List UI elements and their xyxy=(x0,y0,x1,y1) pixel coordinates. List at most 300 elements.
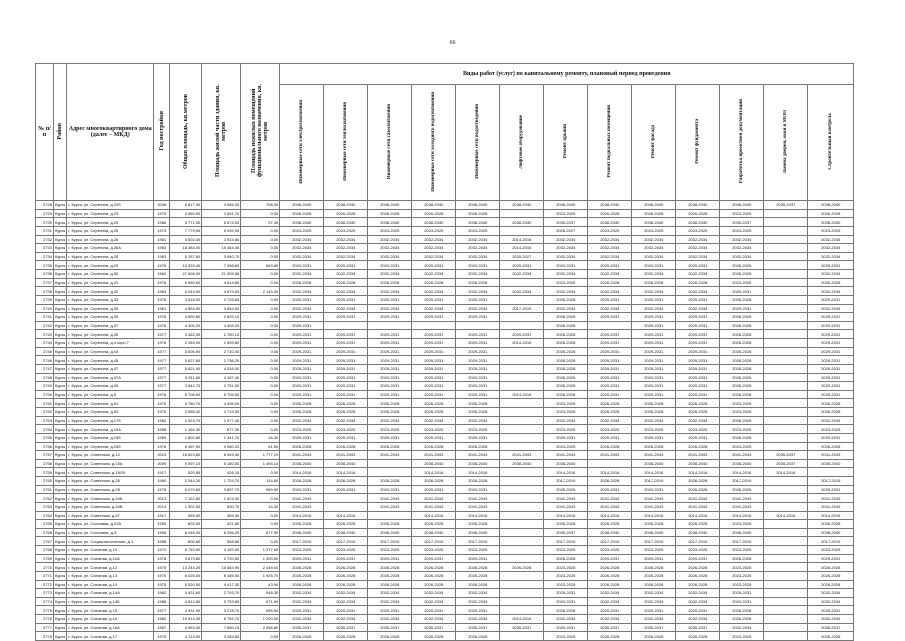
cell-work-period: 2032-2034 xyxy=(676,615,720,624)
cell-total: 7 122,80 xyxy=(170,494,202,503)
cell-work-period: 2026-2028 xyxy=(676,563,720,572)
cell-work-period xyxy=(500,632,544,641)
cell-work-period: 2026-2028 xyxy=(720,554,764,563)
cell-no: 2742 xyxy=(36,321,54,330)
cell-work-period: 2023-2025 xyxy=(412,425,456,434)
cell-no: 2741 xyxy=(36,313,54,322)
cell-work-period: 2026-2028 xyxy=(456,408,500,417)
cell-work-period: 2029-2031 xyxy=(412,373,456,382)
cell-total: 27 606,00 xyxy=(170,270,202,279)
cell-work-period xyxy=(500,597,544,606)
cell-work-period: 2032-2034 xyxy=(280,244,324,253)
cell-work-period: 2023-2025 xyxy=(720,399,764,408)
cell-work-period: 2026-2028 xyxy=(544,364,588,373)
cell-work-period: 2032-2034 xyxy=(456,615,500,624)
cell-work-period: 2014-2016 xyxy=(764,468,808,477)
cell-work-period: 2014-2016 xyxy=(764,511,808,520)
cell-work-period: 2026-2028 xyxy=(676,278,720,287)
cell-district: Курск xyxy=(55,331,66,337)
cell-work-period: 2029-2031 xyxy=(632,390,676,399)
cell-year: 1975 xyxy=(154,399,170,408)
cell-no: 2765 xyxy=(36,520,54,529)
cell-work-period: 2023-2025 xyxy=(412,226,456,235)
cell-work-period: 2032-2034 xyxy=(632,597,676,606)
cell-total: 5 780,70 xyxy=(170,399,202,408)
cell-work-period: 2023-2025 xyxy=(544,278,588,287)
table-body xyxy=(36,201,854,641)
cell-work-period: 2032-2034 xyxy=(632,270,676,279)
cell-work-period xyxy=(368,321,412,330)
cell-work-period: 2032-2034 xyxy=(720,244,764,253)
cell-work-period: 2032-2034 xyxy=(368,235,412,244)
cell-work-period: 2032-2034 xyxy=(588,252,632,261)
cell-total: 10 333,40 xyxy=(170,261,202,270)
cell-work-period: 2026-2028 xyxy=(456,580,500,589)
cell-no: 2738 xyxy=(36,287,54,296)
cell-total: 4 114,50 xyxy=(170,632,202,641)
cell-year: 1962 xyxy=(154,270,170,279)
cell-total: 3 690,80 xyxy=(170,313,202,322)
cell-work-period: 2026-2028 xyxy=(632,571,676,580)
header-work-7: Ремонт подвальных помещений xyxy=(588,85,632,201)
cell-year: 1981 xyxy=(154,304,170,313)
cell-work-period: 2032-2034 xyxy=(544,416,588,425)
cell-work-period: 2029-2031 xyxy=(808,321,854,330)
cell-work-period: 2026-2028 xyxy=(544,313,588,322)
cell-work-period: 2029-2031 xyxy=(456,373,500,382)
cell-work-period: 2026-2028 xyxy=(544,606,588,615)
cell-work-period: 2026-2028 xyxy=(544,373,588,382)
cell-work-period xyxy=(764,416,808,425)
cell-year: 1977 xyxy=(154,347,170,356)
cell-work-period: 2029-2031 xyxy=(588,347,632,356)
cell-work-period: 2029-2031 xyxy=(808,313,854,322)
cell-living: 2 793,70 xyxy=(202,589,241,598)
cell-no: 2758 xyxy=(36,459,54,468)
cell-work-period: 2029-2031 xyxy=(808,261,854,270)
cell-address: г. Курск, ул. Союзная, д.16А xyxy=(67,623,154,632)
table-row xyxy=(36,425,854,434)
cell-work-period: 2029-2031 xyxy=(280,339,324,348)
cell-work-period xyxy=(500,511,544,520)
cell-nonliving: 97,40 xyxy=(241,218,280,227)
cell-work-period: 2032-2034 xyxy=(368,597,412,606)
cell-total: 5 520,50 xyxy=(170,580,202,589)
cell-work-period: 2023-2025 xyxy=(324,226,368,235)
cell-work-period: 2023-2025 xyxy=(808,546,854,555)
cell-nonliving: 0,00 xyxy=(241,520,280,529)
cell-work-period: 2035-2037 xyxy=(368,623,412,632)
cell-district: Курск xyxy=(55,210,66,216)
cell-no: 2767 xyxy=(36,537,54,546)
cell-work-period: 2029-2031 xyxy=(588,485,632,494)
cell-year: 1976 xyxy=(154,278,170,287)
cell-work-period: 2038-2040 xyxy=(368,201,412,210)
cell-nonliving: 0,00 xyxy=(241,252,280,261)
cell-work-period: 2029-2031 xyxy=(280,433,324,442)
table-row xyxy=(36,520,854,529)
cell-work-period: 2029-2031 xyxy=(588,261,632,270)
cell-work-period: 2038-2040 xyxy=(676,201,720,210)
cell-work-period: 2038-2040 xyxy=(588,218,632,227)
cell-work-period: 2026-2028 xyxy=(632,442,676,451)
cell-district: Курск xyxy=(55,323,66,329)
cell-no: 2735 xyxy=(36,261,54,270)
cell-work-period xyxy=(764,632,808,641)
cell-address: г. Курск, ул. Союзная, д.14 xyxy=(67,580,154,589)
cell-work-period: 2023-2025 xyxy=(632,226,676,235)
header-work-1: Инженерные сети теплоснабжения xyxy=(324,85,368,201)
cell-nonliving: 2 149,30 xyxy=(241,287,280,296)
cell-total: 3 606,90 xyxy=(170,347,202,356)
cell-no: 2746 xyxy=(36,356,54,365)
cell-work-period xyxy=(500,546,544,555)
cell-work-period: 2032-2034 xyxy=(676,270,720,279)
cell-work-period: 2029-2031 xyxy=(412,390,456,399)
cell-work-period: 2026-2028 xyxy=(368,442,412,451)
cell-work-period: 2041-2043 xyxy=(280,502,324,511)
cell-nonliving: 0,00 xyxy=(241,270,280,279)
cell-work-period: 2023-2025 xyxy=(720,580,764,589)
cell-work-period: 2026-2028 xyxy=(324,563,368,572)
cell-work-period: 2026-2028 xyxy=(588,571,632,580)
cell-nonliving: 2 449,00 xyxy=(241,563,280,572)
cell-district: Курск xyxy=(55,538,66,544)
cell-work-period: 2032-2034 xyxy=(808,416,854,425)
cell-year: 1960 xyxy=(154,477,170,486)
cell-work-period: 2029-2031 xyxy=(808,390,854,399)
cell-address: г. Курск, ул. Серегина, д.25 xyxy=(67,226,154,235)
cell-work-period xyxy=(764,347,808,356)
cell-address: г. Курск, ул. Серегина, д.53 xyxy=(67,408,154,417)
cell-total: 8 025,00 xyxy=(170,571,202,580)
cell-work-period xyxy=(764,356,808,365)
cell-work-period: 2029-2031 xyxy=(324,390,368,399)
cell-work-period: 2023-2025 xyxy=(588,546,632,555)
cell-work-period: 2026-2028 xyxy=(280,520,324,529)
cell-total: 5 157,60 xyxy=(170,252,202,261)
cell-district: Курск xyxy=(55,374,66,380)
cell-work-period: 2032-2034 xyxy=(280,252,324,261)
cell-nonliving: 0,00 xyxy=(241,235,280,244)
cell-work-period: 2032-2034 xyxy=(412,615,456,624)
cell-work-period: 2038-2040 xyxy=(500,459,544,468)
cell-address: г. Курск, ул. Серегина, д.20б xyxy=(67,442,154,451)
cell-work-period xyxy=(500,226,544,235)
cell-work-period: 2026-2028 xyxy=(412,580,456,589)
cell-work-period: 2032-2034 xyxy=(456,287,500,296)
cell-work-period: 2026-2028 xyxy=(280,209,324,218)
cell-work-period: 2017-2019 xyxy=(368,537,412,546)
cell-work-period: 2026-2028 xyxy=(808,278,854,287)
cell-nonliving: 0,00 xyxy=(241,425,280,434)
cell-year: 1975 xyxy=(154,632,170,641)
cell-address: г. Курск, ул. Серегина, д.5 xyxy=(67,390,154,399)
cell-work-period: 2032-2034 xyxy=(368,252,412,261)
cell-no: 2754 xyxy=(36,425,54,434)
cell-work-period: 2032-2034 xyxy=(280,589,324,598)
cell-address: г. Курск, ул. Советская, д.12 xyxy=(67,451,154,460)
cell-work-period xyxy=(500,589,544,598)
cell-work-period: 2035-2037 xyxy=(544,528,588,537)
cell-work-period: 2026-2028 xyxy=(324,477,368,486)
cell-work-period: 2026-2028 xyxy=(720,382,764,391)
cell-living: 5 150,50 xyxy=(202,459,241,468)
cell-no: 2775 xyxy=(36,606,54,615)
cell-work-period: 2032-2034 xyxy=(280,287,324,296)
cell-work-period: 2032-2034 xyxy=(412,252,456,261)
cell-work-period: 2023-2025 xyxy=(456,546,500,555)
cell-work-period: 2026-2028 xyxy=(676,571,720,580)
cell-work-period: 2026-2028 xyxy=(324,571,368,580)
cell-year: 1958 xyxy=(154,425,170,434)
cell-work-period: 2038-2040 xyxy=(588,201,632,210)
cell-work-period: 2029-2031 xyxy=(632,554,676,563)
cell-work-period: 2029-2031 xyxy=(324,485,368,494)
cell-nonliving: 0,00 xyxy=(241,373,280,382)
table-row xyxy=(36,261,854,270)
cell-work-period: 2029-2031 xyxy=(676,382,720,391)
cell-living: 4 157,40 xyxy=(202,373,241,382)
cell-work-period: 2014-2016 xyxy=(500,390,544,399)
cell-total: 800,80 xyxy=(170,537,202,546)
cell-work-period: 2026-2028 xyxy=(412,209,456,218)
cell-work-period: 2029-2031 xyxy=(676,261,720,270)
cell-no: 2732 xyxy=(36,235,54,244)
cell-work-period: 2017-2019 xyxy=(632,537,676,546)
cell-nonliving: 0,00 xyxy=(241,321,280,330)
table-row xyxy=(36,554,854,563)
cell-work-period: 2014-2016 xyxy=(676,511,720,520)
cell-total: 1 902,50 xyxy=(170,502,202,511)
cell-work-period xyxy=(500,494,544,503)
cell-district: Курск xyxy=(55,564,66,570)
cell-nonliving: 0,00 xyxy=(241,408,280,417)
cell-work-period: 2032-2034 xyxy=(808,287,854,296)
cell-work-period: 2026-2028 xyxy=(676,520,720,529)
cell-work-period: 2032-2034 xyxy=(324,235,368,244)
cell-work-period: 2029-2031 xyxy=(632,321,676,330)
cell-address: г. Курск, ул. Серегина, д.17б xyxy=(67,416,154,425)
cell-work-period: 2026-2028 xyxy=(412,632,456,641)
cell-work-period: 2023-2025 xyxy=(588,226,632,235)
cell-total: 5 044,90 xyxy=(170,287,202,296)
cell-living: 3 897,70 xyxy=(202,485,241,494)
cell-work-period: 2026-2028 xyxy=(368,520,412,529)
cell-work-period: 2029-2031 xyxy=(544,589,588,598)
cell-work-period: 2029-2031 xyxy=(324,606,368,615)
cell-work-period: 2029-2031 xyxy=(324,356,368,365)
cell-living: 2 751,50 xyxy=(202,382,241,391)
cell-nonliving: 663,80 xyxy=(241,261,280,270)
cell-work-period: 2029-2031 xyxy=(676,295,720,304)
cell-living: 1 341,70 xyxy=(202,433,241,442)
cell-work-period: 2035-2037 xyxy=(808,623,854,632)
cell-work-period: 2026-2028 xyxy=(720,485,764,494)
cell-address: г. Курск, ул. Союзная, д.10 xyxy=(67,546,154,555)
cell-work-period: 2035-2037 xyxy=(676,623,720,632)
cell-living: 2 719,50 xyxy=(202,408,241,417)
cell-work-period: 2026-2028 xyxy=(808,632,854,641)
cell-district: Курск xyxy=(55,599,66,605)
cell-work-period: 2038-2040 xyxy=(720,201,764,210)
cell-work-period: 2026-2028 xyxy=(808,520,854,529)
cell-year: 1917 xyxy=(154,468,170,477)
cell-work-period: 2038-2040 xyxy=(324,459,368,468)
cell-work-period: 2041-2043 xyxy=(280,451,324,460)
cell-work-period: 2041-2043 xyxy=(720,451,764,460)
cell-work-period: 2029-2031 xyxy=(808,382,854,391)
cell-work-period: 2026-2028 xyxy=(456,278,500,287)
cell-work-period: 2029-2031 xyxy=(588,433,632,442)
cell-work-period: 2026-2028 xyxy=(676,477,720,486)
cell-work-period: 2029-2031 xyxy=(632,356,676,365)
cell-work-period: 2023-2025 xyxy=(324,546,368,555)
cell-work-period: 2032-2034 xyxy=(412,244,456,253)
cell-work-period: 2038-2040 xyxy=(412,459,456,468)
cell-address: г. Курск, ул. Серегина, д.28 xyxy=(67,252,154,261)
cell-year: 2009 xyxy=(154,459,170,468)
cell-work-period: 2029-2031 xyxy=(632,261,676,270)
cell-work-period: 2029-2031 xyxy=(456,356,500,365)
cell-work-period xyxy=(500,520,544,529)
cell-work-period: 2038-2040 xyxy=(412,218,456,227)
cell-address: г. Курск, ул. Серегина, д.22б xyxy=(67,201,154,210)
cell-work-period: 2026-2028 xyxy=(676,632,720,641)
cell-work-period: 2035-2037 xyxy=(764,451,808,460)
cell-total: 3 580,50 xyxy=(170,209,202,218)
cell-work-period: 2032-2034 xyxy=(280,597,324,606)
cell-nonliving: 0,00 xyxy=(241,399,280,408)
cell-work-period: 2029-2031 xyxy=(588,295,632,304)
cell-district: Курск xyxy=(55,547,66,553)
cell-work-period: 2032-2034 xyxy=(456,589,500,598)
capital-repair-table xyxy=(35,63,854,641)
cell-work-period: 2032-2034 xyxy=(456,244,500,253)
cell-work-period: 2014-2016 xyxy=(324,468,368,477)
table-row xyxy=(36,494,854,503)
cell-work-period: 2017-2019 xyxy=(720,477,764,486)
cell-work-period: 2029-2031 xyxy=(544,433,588,442)
cell-living: 2 760,10 xyxy=(202,330,241,339)
cell-no: 2753 xyxy=(36,416,54,425)
cell-address: г. Курск, ул. Социалистическая, д.1 xyxy=(67,537,154,546)
cell-no: 2776 xyxy=(36,615,54,624)
cell-work-period: 2032-2034 xyxy=(324,416,368,425)
cell-living: 5 674,00 xyxy=(202,218,241,227)
cell-work-period: 2041-2043 xyxy=(676,494,720,503)
cell-total: 1 802,80 xyxy=(170,433,202,442)
cell-work-period: 2041-2043 xyxy=(368,494,412,503)
cell-total: 369,90 xyxy=(170,511,202,520)
cell-work-period: 2026-2028 xyxy=(588,563,632,572)
cell-living: 558,60 xyxy=(202,537,241,546)
cell-work-period: 2029-2031 xyxy=(808,433,854,442)
cell-work-period xyxy=(764,408,808,417)
cell-work-period xyxy=(764,330,808,339)
header-living-area: Площадь жилой части здания, кв. метров xyxy=(202,64,241,201)
cell-work-period: 2023-2025 xyxy=(720,546,764,555)
cell-work-period: 2041-2043 xyxy=(720,502,764,511)
cell-work-period xyxy=(764,287,808,296)
cell-work-period: 2029-2031 xyxy=(324,313,368,322)
cell-work-period: 2023-2025 xyxy=(280,226,324,235)
cell-work-period: 2029-2031 xyxy=(808,347,854,356)
cell-work-period: 2032-2034 xyxy=(456,597,500,606)
cell-work-period: 2032-2034 xyxy=(324,244,368,253)
cell-work-period xyxy=(764,546,808,555)
cell-year: 1976 xyxy=(154,339,170,348)
cell-total: 4 854,90 xyxy=(170,304,202,313)
cell-work-period xyxy=(500,468,544,477)
cell-work-period: 2029-2031 xyxy=(588,390,632,399)
cell-work-period: 2038-2040 xyxy=(500,201,544,210)
cell-work-period: 2026-2028 xyxy=(412,571,456,580)
cell-work-period: 2041-2043 xyxy=(720,494,764,503)
cell-work-period: 2029-2031 xyxy=(412,485,456,494)
cell-total: 18 384,00 xyxy=(170,244,202,253)
cell-total: 520,85 xyxy=(170,468,202,477)
cell-work-period: 2029-2031 xyxy=(324,364,368,373)
table-row xyxy=(36,278,854,287)
cell-work-period: 2029-2031 xyxy=(632,382,676,391)
cell-work-period: 2029-2031 xyxy=(588,606,632,615)
cell-work-period: 2023-2025 xyxy=(368,425,412,434)
cell-work-period: 2014-2016 xyxy=(456,511,500,520)
cell-work-period xyxy=(764,209,808,218)
table-row xyxy=(36,615,854,624)
cell-year: 1976 xyxy=(154,321,170,330)
cell-work-period xyxy=(764,313,808,322)
cell-work-period xyxy=(764,270,808,279)
cell-work-period: 2026-2028 xyxy=(588,399,632,408)
cell-work-period: 2029-2031 xyxy=(808,606,854,615)
cell-work-period: 2026-2028 xyxy=(588,580,632,589)
cell-work-period: 2029-2031 xyxy=(280,606,324,615)
cell-address: г. Курск, ул. Серегина, д.19А xyxy=(67,425,154,434)
cell-work-period: 2029-2031 xyxy=(808,554,854,563)
cell-nonliving: 0,00 xyxy=(241,356,280,365)
cell-work-period: 2029-2031 xyxy=(588,339,632,348)
table-row xyxy=(36,485,854,494)
cell-work-period: 2023-2025 xyxy=(720,226,764,235)
cell-nonliving: 1 393,50 xyxy=(241,554,280,563)
cell-nonliving: 0,00 xyxy=(241,313,280,322)
cell-work-period: 2032-2034 xyxy=(412,270,456,279)
header-work-9: Ремонт фундамента xyxy=(676,85,720,201)
cell-work-period: 2032-2034 xyxy=(368,589,412,598)
header-year: Год постройки xyxy=(154,64,170,201)
cell-district: Курск xyxy=(55,340,66,346)
cell-work-period: 2023-2025 xyxy=(544,632,588,641)
cell-nonliving: 1 200,00 xyxy=(241,615,280,624)
cell-work-period: 2029-2031 xyxy=(324,382,368,391)
cell-nonliving: 1 777,10 xyxy=(241,451,280,460)
cell-work-period: 2026-2028 xyxy=(720,270,764,279)
cell-address: г. Курск, ул. Союзная, д.10А xyxy=(67,554,154,563)
cell-district: Курск xyxy=(55,555,66,561)
table-row xyxy=(36,226,854,235)
cell-work-period: 2026-2028 xyxy=(544,390,588,399)
cell-work-period: 2023-2025 xyxy=(720,425,764,434)
cell-year: 1917 xyxy=(154,511,170,520)
cell-living: 4 405,20 xyxy=(202,321,241,330)
cell-work-period: 2029-2031 xyxy=(632,433,676,442)
cell-no: 2770 xyxy=(36,563,54,572)
cell-living: 6 185,50 xyxy=(202,571,241,580)
cell-work-period xyxy=(764,425,808,434)
cell-living: 1 924,30 xyxy=(202,494,241,503)
